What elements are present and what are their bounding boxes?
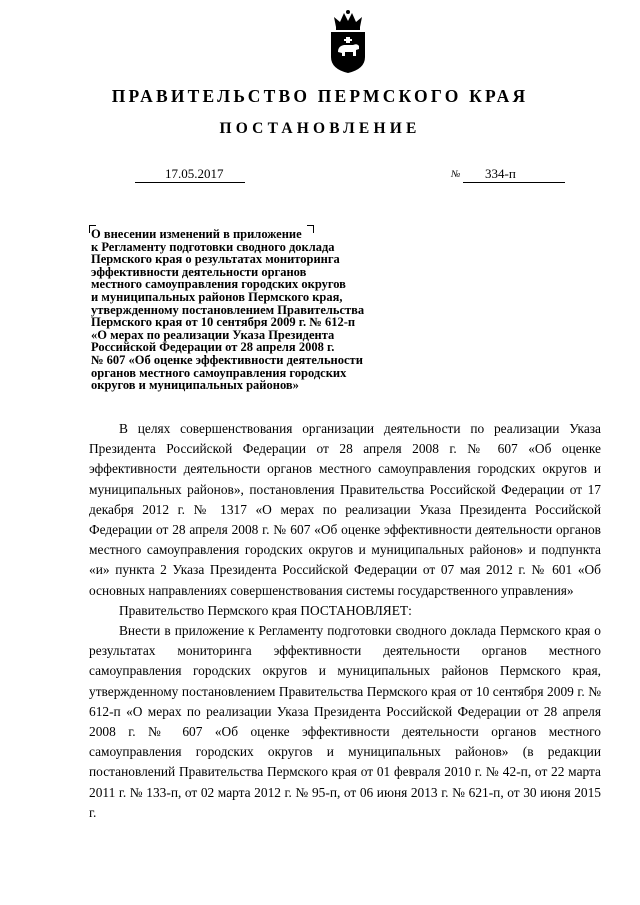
organization-title: ПРАВИТЕЛЬСТВО ПЕРМСКОГО КРАЯ: [111, 86, 529, 106]
subject-line: О внесении изменений в приложение: [91, 227, 302, 241]
document-date: 17.05.2017: [135, 166, 245, 183]
document-subject: [91, 228, 431, 392]
subject-line: местного самоуправления городских округов: [91, 277, 346, 292]
subject-line: Пермского края о результатах мониторинга: [91, 252, 340, 267]
subject-line: эффективности деятельности органов: [91, 264, 307, 279]
subject-line: к Регламенту подготовки сводного доклада: [91, 239, 335, 254]
document-body: [89, 419, 601, 823]
subject-line: утвержденному постановлением Правительства: [91, 302, 365, 317]
body-paragraph-resolves: Правительство Пермского края ПОСТАНОВЛЯЕТ:: [119, 602, 412, 618]
body-paragraph-preamble: В целях совершенствования организации деятельности по реализации Указа Президента Российской Федерации от 28 апреля 2008 г. № 607 «Об оценке эффективности деятельности органов местного самоуправления городских округов и муниципальных районов», постановления Правительства Российской Федерации от 17 декабря 2012 г. № 1317 «О мерах по реализации Указа Президента Российской Федерации от 28 апреля 2008 г. № 607 «Об оценке эффективности деятельности органов местного самоуправления городских округов и муниципальных районов» и подпункта «и» пункта 2 Указа Президента Российской Федерации от 07 мая 2012 г. № 601 «Об основных направлениях совершенствования системы государственного управления»: [89, 421, 601, 598]
document-type: ПОСТАНОВЛЕНИЕ: [219, 120, 421, 137]
subject-line: Пермского края от 10 сентября 2009 г. № 612-п: [91, 315, 356, 330]
subject-line: № 607 «Об оценке эффективности деятельности: [91, 352, 363, 367]
subject-line: и муниципальных районов Пермского края,: [91, 289, 343, 304]
subject-line: «О мерах по реализации Указа Президента: [91, 327, 335, 342]
subject-line: Российской Федерации от 28 апреля 2008 г.: [91, 340, 335, 355]
subject-line: округов и муниципальных районов»: [91, 378, 299, 393]
number-label: №: [451, 169, 461, 180]
subject-line: органов местного самоуправления городских: [91, 365, 347, 380]
body-paragraph-item-1: Внести в приложение к Регламенту подготовки сводного доклада Пермского края о результатах мониторинга эффективности деятельности органов местного самоуправления городских округов и муниципальных районов Пермского края, утвержденному постановлением Правительства Пермского края от 10 сентября 2009 г. № 612-п «О мерах по реализации Указа Президента Российской Федерации от 28 апреля 2008 г. № 607 «Об оценке эффективности деятельности органов местного самоуправления городских округов и муниципальных районов» (в редакции постановлений Правительства Пермского края от 01 февраля 2010 г. № 42-п, от 22 марта 2011 г. № 133-п, от 02 марта 2012 г. № 95-п, от 06 июня 2013 г. № 621-п, от 30 июня 2015 г.: [89, 623, 601, 820]
coat-of-arms-icon: [327, 9, 369, 75]
document-number: 334-п: [463, 166, 565, 183]
